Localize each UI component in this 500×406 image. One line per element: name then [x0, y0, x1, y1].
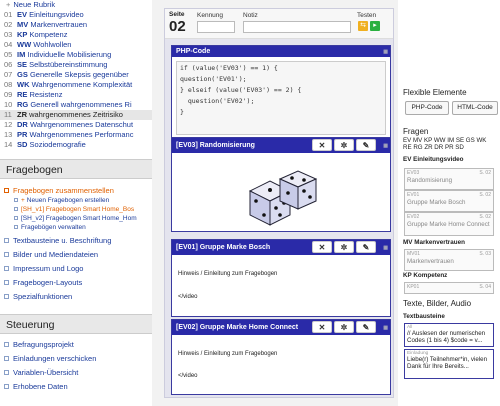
rubric-label: Individuelle Mobilisierung	[27, 50, 112, 59]
bullet-icon	[14, 207, 18, 211]
textbaustein-card-2[interactable]	[404, 349, 494, 379]
nav-label[interactable]: Variablen-Übersicht	[13, 368, 79, 377]
nav-label[interactable]: Fragebogen zusammenstellen	[13, 186, 114, 195]
rubric-code: ZR	[17, 110, 27, 119]
rubric-number: 13	[4, 130, 13, 139]
rubric-item[interactable]	[0, 110, 152, 120]
new-rubric-label: Neue Rubrik	[13, 0, 56, 9]
rubric-number: 02	[4, 20, 13, 29]
php-code-button[interactable]: PHP-Code	[405, 101, 449, 115]
nav-bilder[interactable]	[0, 248, 152, 262]
bullet-icon	[4, 356, 9, 361]
randomisierung-block	[171, 137, 391, 232]
textbaustein-card-1[interactable]	[404, 323, 494, 347]
rubric-code: RG	[17, 100, 29, 109]
rubric-item[interactable]	[0, 80, 152, 90]
rubric-code: EV	[17, 10, 28, 19]
nav-textbausteine[interactable]	[0, 234, 152, 248]
php-code-block	[171, 45, 391, 147]
bosch-hinweis-text: Hinweis / Einleitung zum Fragebogen	[178, 271, 278, 277]
bullet-icon	[4, 280, 9, 285]
kennung-label: Kennung	[197, 12, 224, 19]
rubric-code: GS	[17, 70, 28, 79]
nav-layouts[interactable]	[0, 276, 152, 290]
rubric-label: Wohlwollen	[33, 40, 72, 49]
notiz-label: Notiz	[243, 12, 258, 19]
sub-label[interactable]: Neuen Fragebogen erstellen	[26, 197, 110, 204]
nav-label[interactable]: Textbausteine u. Beschriftung	[13, 236, 112, 245]
rubric-item[interactable]	[0, 60, 152, 70]
rubric-number: 05	[4, 50, 13, 59]
test-play-icon[interactable]: ▸	[370, 21, 380, 31]
question-card-kp01[interactable]	[404, 282, 494, 294]
nav-fragebogen-zusammenstellen[interactable]	[0, 185, 152, 196]
bullet-icon	[4, 266, 9, 271]
rubric-list	[0, 10, 152, 150]
home-connect-block	[171, 319, 391, 395]
rubric-number: 08	[4, 80, 13, 89]
gear-icon[interactable]: ✲	[334, 241, 354, 253]
hc-block-title	[172, 320, 390, 335]
bullet-icon	[4, 238, 9, 243]
group-mv-title: MV Markenvertrauen	[403, 239, 465, 246]
flexible-elements-title: Flexible Elemente	[403, 88, 467, 97]
rubric-code: PR	[17, 130, 28, 139]
rand-block-title	[172, 138, 390, 153]
pin-icon[interactable]: ▦	[383, 49, 388, 55]
edit-icon[interactable]: ✎	[356, 321, 376, 333]
rubric-code: KP	[17, 30, 28, 39]
card-page: S. 02	[479, 170, 491, 176]
card-code: EV03	[407, 170, 420, 176]
nav-einladungen[interactable]	[0, 352, 152, 366]
tb-text: // Auslesen der numerischen Codes (1 bis 4) $code = v...	[407, 330, 486, 344]
tb-text: Liebe(r) Teilnehmer*in, vielen Dank für Ihre Bereits...	[407, 356, 488, 370]
pin-icon[interactable]: ▦	[383, 143, 388, 149]
bullet-icon	[4, 294, 9, 299]
bullet-icon	[14, 225, 18, 229]
php-title-text: PHP-Code	[176, 48, 211, 55]
bosch-block-title	[172, 240, 390, 255]
nav-variablen[interactable]	[0, 366, 152, 380]
nav-impressum[interactable]	[0, 262, 152, 276]
rubric-item[interactable]	[0, 10, 152, 20]
bullet-icon	[4, 342, 9, 347]
nav-label[interactable]: Fragebogen-Layouts	[13, 278, 83, 287]
rubric-label: Kompetenz	[29, 30, 68, 39]
question-card-ev01[interactable]	[404, 190, 494, 212]
rubric-item[interactable]	[0, 140, 152, 150]
page-header	[165, 9, 393, 39]
sub-label[interactable]: [SH_v1] Fragebogen Smart Home_Bos	[21, 206, 135, 213]
rubric-label: Wahrgenommenes Datenschut	[29, 120, 134, 129]
fragen-title: Fragen	[403, 127, 429, 136]
card-code: EV01	[407, 192, 420, 198]
php-block-title	[172, 46, 390, 57]
edit-icon[interactable]: ✎	[356, 241, 376, 253]
group-ev-title: EV Einleitungsvideo	[403, 156, 464, 163]
rubric-label: Markenvertrauen	[30, 20, 88, 29]
card-page: S. 03	[479, 251, 491, 257]
page-editor	[164, 8, 394, 398]
bullet-icon	[4, 188, 9, 193]
rubric-code: WW	[17, 40, 32, 49]
sub-label[interactable]: Fragebögen verwalten	[21, 224, 86, 231]
rubric-item[interactable]	[0, 50, 152, 60]
rubric-number: 01	[4, 10, 13, 19]
pin-icon[interactable]: ▦	[383, 325, 388, 331]
bullet-icon	[4, 252, 9, 257]
new-rubric-link[interactable]	[0, 0, 152, 10]
card-page: S. 02	[479, 192, 491, 198]
gear-icon[interactable]: ✲	[334, 321, 354, 333]
sub-sh-v2[interactable]	[0, 214, 152, 223]
question-card-mv01[interactable]	[404, 249, 494, 271]
bullet-icon	[14, 216, 18, 220]
rubric-label: Wahrgenommene Komplexität	[31, 80, 133, 89]
rubric-item[interactable]	[0, 70, 152, 80]
rubric-number: 04	[4, 40, 13, 49]
sub-new-fragebogen[interactable]	[0, 196, 152, 205]
rubric-code: RE	[17, 90, 28, 99]
right-sidebar	[398, 0, 500, 406]
rubric-number: 09	[4, 90, 13, 99]
rubric-item[interactable]	[0, 100, 152, 110]
close-icon[interactable]: ✕	[312, 241, 332, 253]
left-sidebar	[0, 0, 152, 406]
test-preview-icon[interactable]: ⇆	[358, 21, 368, 31]
hc-title-text: [EV02] Gruppe Marke Home Connect	[176, 324, 299, 331]
plus-icon: +	[6, 0, 11, 9]
bosch-block	[171, 239, 391, 317]
sub-label[interactable]: [SH_v2] Fragebogen Smart Home_Hom	[21, 215, 137, 222]
card-label: Markenvertrauen	[407, 258, 454, 265]
card-page: S. 02	[479, 214, 491, 220]
rubric-item[interactable]	[0, 40, 152, 50]
rubric-item[interactable]	[0, 20, 152, 30]
rubric-number: 03	[4, 30, 13, 39]
rubric-label: Selbstübereinstimmung	[29, 60, 108, 69]
hc-video-tag: </video	[178, 373, 198, 379]
rubric-item[interactable]	[0, 130, 152, 140]
rubric-code: WK	[17, 80, 30, 89]
fragebogen-subnav	[0, 196, 152, 232]
texte-bilder-audio-title: Texte, Bilder, Audio	[403, 299, 472, 308]
rubric-number: 14	[4, 140, 13, 149]
rubric-item[interactable]	[0, 90, 152, 100]
fragebogen-heading: Fragebogen	[0, 159, 152, 179]
nav-label[interactable]: Befragungsprojekt	[13, 340, 74, 349]
card-label: Gruppe Marke Home Connect	[407, 221, 490, 228]
rubric-number: 06	[4, 60, 13, 69]
rubric-label: Resistenz	[29, 90, 63, 99]
card-label: Randomisierung	[407, 177, 453, 184]
sub-sh-v1[interactable]	[0, 205, 152, 214]
steuerung-nav	[0, 338, 152, 394]
rubric-label: Wahrgenommenes Performanc	[29, 130, 134, 139]
card-label: Gruppe Marke Bosch	[407, 199, 466, 206]
card-code: EV02	[407, 214, 420, 220]
rand-title-text: [EV03] Randomisierung	[176, 142, 255, 149]
rubric-label: Soziodemografie	[29, 140, 86, 149]
nav-label[interactable]: Spezialfunktionen	[13, 292, 73, 301]
question-card-ev02[interactable]	[404, 212, 494, 236]
nav-label[interactable]: Erhobene Daten	[13, 382, 68, 391]
bullet-icon	[4, 384, 9, 389]
php-code-editor[interactable]: if (value('EV03') == 1) { question('EV01'); } elseif (value('EV03') == 2) { question('EV02'); }	[176, 61, 386, 135]
dice-image	[172, 153, 390, 231]
tb-top: All	[407, 325, 413, 330]
textbausteine-title: Textbausteine	[403, 313, 445, 320]
card-page: S. 04	[479, 284, 491, 290]
rubric-number: 10	[4, 100, 13, 109]
sub-manage[interactable]	[0, 223, 152, 232]
hc-hinweis-text: Hinweis / Einleitung zum Fragebogen	[178, 351, 278, 357]
seite-label: Seite	[169, 11, 185, 18]
main-area	[152, 0, 398, 406]
pin-icon[interactable]: ▦	[383, 245, 388, 251]
fragebogen-nav-more	[0, 234, 152, 304]
rubric-code: MV	[17, 20, 29, 29]
rubric-label: Generelle Skepsis gegenüber	[29, 70, 129, 79]
rubric-number: 11	[4, 110, 12, 119]
rubric-code: IM	[17, 50, 26, 59]
rubric-label: Einleitungsvideo	[29, 10, 84, 19]
rubric-code: DR	[17, 120, 28, 129]
rubric-code: SD	[17, 140, 28, 149]
notiz-input[interactable]	[243, 21, 351, 33]
rubric-label: wahrgenommenes Zeitrisiko	[29, 110, 123, 119]
kennung-input[interactable]	[197, 21, 235, 33]
bullet-icon	[14, 198, 18, 202]
page-number: 02	[169, 18, 186, 35]
steuerung-heading: Steuerung	[0, 314, 152, 334]
rubric-label: Generell wahrgenommenes Ri	[30, 100, 132, 109]
fragen-rubric-codes[interactable]: EV MV KP WW IM SE GS WK RE RG ZR DR PR SD	[403, 137, 487, 151]
bosch-video-tag: </video	[178, 294, 198, 300]
fragebogen-nav	[0, 185, 152, 196]
plus-icon: +	[21, 197, 25, 204]
bullet-icon	[4, 370, 9, 375]
edit-icon[interactable]: ✎	[356, 139, 376, 151]
card-code: KP01	[407, 284, 420, 290]
nav-label[interactable]: Bilder und Mediendateien	[13, 250, 99, 259]
nav-erhobene-daten[interactable]	[0, 380, 152, 394]
bosch-title-text: [EV01] Gruppe Marke Bosch	[176, 244, 271, 251]
card-code: MV01	[407, 251, 421, 257]
rubric-item[interactable]	[0, 120, 152, 130]
gear-icon[interactable]: ✲	[334, 139, 354, 151]
rubric-code: SE	[17, 60, 28, 69]
group-kp-title: KP Kompetenz	[403, 272, 448, 279]
rubric-number: 12	[4, 120, 13, 129]
nav-befragungsprojekt[interactable]	[0, 338, 152, 352]
rubric-item[interactable]	[0, 30, 152, 40]
nav-spezialfunktionen[interactable]	[0, 290, 152, 304]
nav-label[interactable]: Einladungen verschicken	[13, 354, 97, 363]
close-icon[interactable]: ✕	[312, 139, 332, 151]
nav-label[interactable]: Impressum und Logo	[13, 264, 84, 273]
testen-label: Testen	[357, 12, 377, 19]
question-card-ev03[interactable]	[404, 168, 494, 190]
html-code-button[interactable]: HTML-Code	[452, 101, 498, 115]
tb-top: Einladung	[407, 351, 429, 356]
close-icon[interactable]: ✕	[312, 321, 332, 333]
rubric-number: 07	[4, 70, 13, 79]
